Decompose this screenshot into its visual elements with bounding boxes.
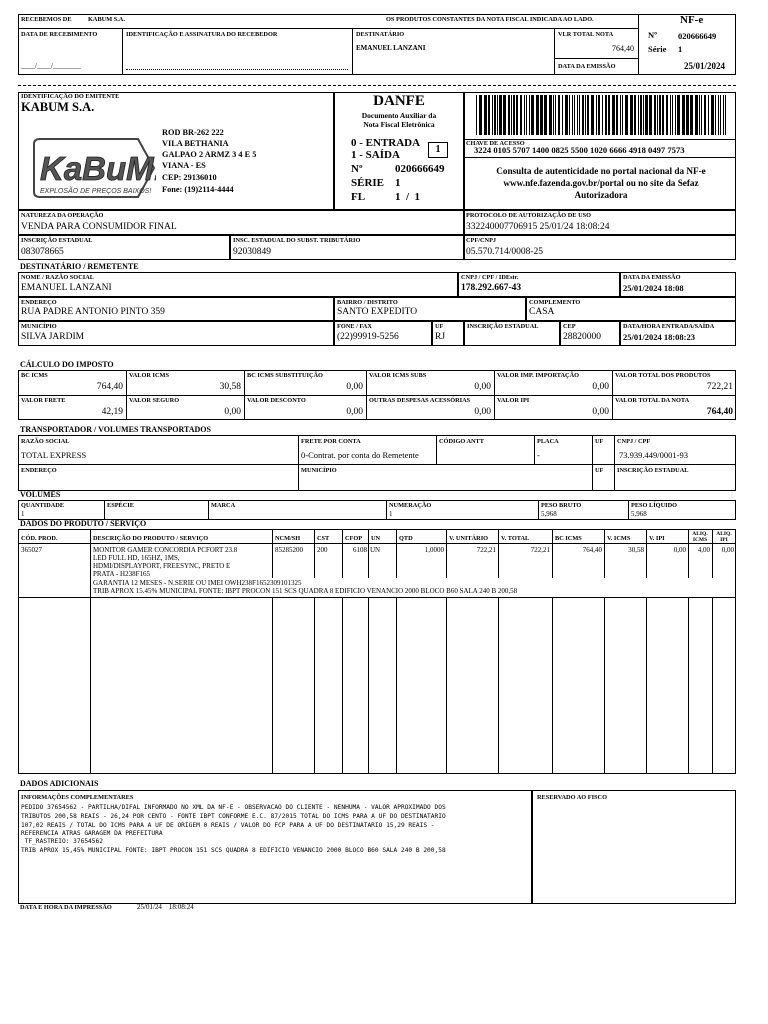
issuer-address3: GALPAO 2 ARMZ 3 4 E 5 (162, 150, 257, 159)
item-extra-1: GARANTIA 12 MESES - N.SERIE OU IMEI OWH238F1652309101325 (93, 579, 302, 587)
barcode-bar (715, 95, 716, 135)
recipient-name: EMANUEL LANZANI (21, 283, 112, 293)
freight-by-label: FRETE POR CONTA (301, 438, 361, 445)
carrier-cnpj-label: CNPJ / CPF (617, 438, 651, 445)
stub-recipient: EMANUEL LANZANI (356, 44, 426, 52)
barcode-bar (499, 95, 502, 135)
info-line-1: PEDIDO 37654562 - PARTILHA/DIFAL INFORMADO NO XML DA NF-E - OBSERVACAO DO CLIENTE - NENHUMA - VALOR APROXIMADO DOS (21, 804, 446, 811)
recipient-address: RUA PADRE ANTONIO PINTO 359 (21, 307, 165, 317)
recipient-phone: (22)99919-5256 (337, 332, 399, 342)
barcode-bar (662, 95, 664, 135)
received-from-label: RECEBEMOS DE (21, 16, 72, 23)
barcode-bar (503, 95, 506, 135)
issuer-logo (28, 136, 156, 206)
nature-label: NATUREZA DA OPERAÇÃO (21, 212, 104, 219)
plate: - (537, 450, 540, 460)
barcode-bar (630, 95, 633, 135)
bc-icms-label: BC ICMS (21, 372, 48, 379)
item-code: 365027 (21, 546, 42, 554)
vol-gross: 5,968 (541, 510, 557, 518)
item-qtd: 1,0000 (424, 546, 444, 554)
vol-num: 1 (389, 510, 393, 518)
received-from-issuer: KABUM S.A. (88, 16, 125, 23)
barcode-bar (553, 95, 554, 135)
print-time: 25/01/24 18:08:24 (137, 903, 194, 911)
barcode-bar (587, 95, 589, 135)
products-total: 722,21 (706, 382, 733, 392)
protocol-label: PROTOCOLO DE AUTORIZAÇÃO DE USO (466, 212, 592, 219)
danfe-page: 1 / 1 (395, 191, 421, 203)
bc-st-label: BC ICMS SUBSTITUIÇÃO (247, 372, 323, 379)
recipient-inout: 25/01/2024 18:08:23 (623, 332, 696, 342)
barcode-bar (582, 95, 584, 135)
danfe-subtitle2: Nota Fiscal Eletrônica (363, 120, 435, 129)
stub-series: 1 (678, 44, 683, 54)
col-code: CÓD. PROD. (21, 535, 58, 542)
barcode-bar (516, 95, 518, 135)
recipient-district-label: BAIRRO / DISTRITO (337, 299, 398, 306)
danfe-page-label: FL (351, 191, 366, 203)
barcode-bar (711, 95, 714, 135)
item-cfop: 6108 (353, 546, 367, 554)
barcode-bar (531, 95, 534, 135)
barcode-bar (591, 95, 594, 135)
carrier-cnpj: 73.939.449/0001-93 (619, 450, 688, 460)
vol-net: 5,968 (631, 510, 647, 518)
recipient-name-label: NOME / RAZÃO SOCIAL (21, 274, 94, 281)
barcode-bar (484, 95, 487, 135)
carrier-city-label: MUNICÍPIO (301, 467, 337, 474)
icms-st: 0,00 (474, 382, 491, 392)
barcode-bar (634, 95, 636, 135)
barcode-bar (720, 95, 721, 135)
carrier-ie-label: INSCRIÇÃO ESTADUAL (617, 467, 689, 474)
stub-total-label: VLR TOTAL NOTA (558, 31, 614, 38)
freight: 42,19 (101, 407, 123, 417)
issuer-section-label: IDENTIFICAÇÃO DO EMITENTE (21, 93, 120, 100)
recipient-district: SANTO EXPEDITO (337, 307, 418, 317)
protocol-value: 332240007706915 25/01/24 18:08:24 (466, 222, 610, 232)
barcode-bar (598, 95, 600, 135)
barcode-bar (513, 95, 515, 135)
barcode-bar (536, 95, 539, 135)
danfe-number-label: Nº (351, 163, 363, 175)
info-line-3: 107,02 REAIS / TOTAL DO ICMS PARA A UF DE ORIGEM 0 REAIS / VALOR DO FCP PARA A UF DO DESTINATARIO 15,29 REAIS - (21, 822, 435, 829)
carrier-name: TOTAL EXPRESS (21, 450, 87, 460)
col-cst: CST (317, 535, 330, 542)
barcode-bar (540, 95, 543, 135)
barcode-bar (670, 95, 671, 135)
item-desc-1: MONITOR GAMER CONCORDIA PCFORT 23.8 (93, 546, 238, 554)
barcode-bar (701, 95, 702, 135)
issuer-phone: Fone: (19)2114-4444 (162, 185, 234, 194)
barcode-bar (488, 95, 490, 135)
signature-line (126, 69, 348, 70)
vol-qty: 1 (21, 510, 25, 518)
recipient-cep: 28820000 (563, 332, 601, 342)
barcode-bar (675, 95, 676, 135)
barcode-bar (602, 95, 603, 135)
ipi: 0,00 (592, 407, 609, 417)
recipient-doc-label: CNPJ / CPF / IDEstr. (461, 274, 519, 281)
barcode-bar (672, 95, 673, 135)
barcode-bar (682, 95, 685, 135)
receipt-date-label: DATA DE RECEBIMENTO (21, 31, 98, 38)
discount-label: VALOR DESCONTO (247, 397, 306, 404)
vol-gross-label: PESO BRUTO (541, 502, 582, 509)
vol-qty-label: QUANTIDADE (21, 502, 65, 509)
col-qtd: QTD (399, 535, 413, 542)
col-total: V. TOTAL (501, 535, 530, 542)
issuer-city: VIANA - ES (162, 161, 206, 170)
danfe-series: 1 (395, 177, 401, 189)
barcode-bar (544, 95, 547, 135)
barcode-bar (565, 95, 568, 135)
ipi-label: VALOR IPI (497, 397, 530, 404)
other-label: OUTRAS DESPESAS ACESSÓRIAS (369, 397, 471, 404)
info-line-4: REFERENCIA ATRAS GARAGEM DA PREFEITURA (21, 830, 163, 837)
vol-net-label: PESO LÍQUIDO (631, 502, 678, 509)
barcode-bar (643, 95, 644, 135)
barcode-bar (608, 95, 610, 135)
discount: 0,00 (346, 407, 363, 417)
col-icms: V. ICMS (607, 535, 631, 542)
col-unit: V. UNITÁRIO (449, 535, 489, 542)
barcode-bar (659, 95, 661, 135)
col-aliq-ipi: ALIQ. IPI (716, 531, 732, 543)
print-time-label: DATA E HORA DA IMPRESSÃO (20, 904, 112, 911)
carrier-uf-label: UF (595, 438, 604, 445)
consult-text: Consulta de autenticidade no portal nacional da NF-e www.nfe.fazenda.gov.br/portal ou no site da Sefaz Autorizadora (496, 166, 706, 200)
barcode-bar (625, 95, 628, 135)
barcode-bar (555, 95, 556, 135)
barcode-bar (508, 95, 510, 135)
barcode-bar (605, 95, 607, 135)
complementary-label: INFORMAÇÕES COMPLEMENTARES (21, 794, 134, 801)
barcode-bar (718, 95, 719, 135)
freight-label: VALOR FRETE (21, 397, 66, 404)
recipient-uf: RJ (435, 332, 446, 342)
col-bc: BC ICMS (555, 535, 582, 542)
danfe-type: 1 (435, 144, 441, 155)
col-ipi: V. IPI (649, 535, 665, 542)
stub-number: 020666649 (678, 31, 717, 41)
recipient-phone-label: FONE / FAX (337, 323, 372, 330)
ie-st-label: INSC. ESTADUAL DO SUBST. TRIBUTÁRIO (233, 237, 361, 244)
bc-icms: 764,40 (96, 382, 123, 392)
receipt-date-blank: ____/____/________ (21, 62, 81, 70)
barcode-bar (479, 95, 482, 135)
item-desc-4: PRATA - H238F165 (93, 570, 151, 578)
barcode-bar (596, 95, 597, 135)
item-icms: 30,58 (628, 546, 644, 554)
barcode-bar (654, 95, 656, 135)
fisco-label: RESERVADO AO FISCO (537, 794, 607, 801)
recipient-complement-label: COMPLEMENTO (529, 299, 581, 306)
vol-kind-label: ESPÉCIE (107, 502, 134, 509)
cnpj-value: 05.570.714/0008-25 (466, 247, 544, 257)
barcode-bar (704, 95, 706, 135)
col-desc: DESCRIÇÃO DO PRODUTO / SERVIÇO (93, 535, 209, 542)
issuer-address1: ROD BR-262 222 (162, 128, 224, 137)
item-extra-2: TRIB APROX 15.45% MUNICIPAL FONTE: IBPT PROCON 151 SCS QUADRA 8 EDIFICIO VENANCIO 2000 BLOCO B60 SALA 240 B 200,58 (93, 587, 518, 595)
note-total-label: VALOR TOTAL DA NOTA (615, 397, 690, 404)
stub-number-label: Nº (648, 30, 657, 40)
item-ncm: 85285200 (275, 546, 303, 554)
tax-section: CÁLCULO DO IMPOSTO (20, 360, 114, 369)
vol-num-label: NUMERAÇÃO (389, 502, 432, 509)
recipient-uf-label: UF (435, 323, 444, 330)
barcode-bar (577, 95, 578, 135)
bc-st: 0,00 (346, 382, 363, 392)
barcode-icon (474, 95, 728, 135)
item-aliq-icms: 4,00 (697, 546, 710, 554)
barcode-bar (492, 95, 493, 135)
barcode-bar (569, 95, 570, 135)
stub-recipient-label: DESTINATÁRIO (356, 31, 405, 38)
barcode-bar (497, 95, 498, 135)
insurance-label: VALOR SEGURO (129, 397, 180, 404)
barcode-bar (520, 95, 522, 135)
cut-line (18, 85, 736, 86)
barcode-bar (574, 95, 575, 135)
recipient-inout-label: DATA/HORA ENTRADA/SAÍDA (623, 323, 715, 330)
import-label: VALOR IMP. IMPORTAÇÃO (497, 372, 580, 379)
info-line-6: TRIB APROX 15,45% MUNICIPAL FONTE: IBPT PROCON 151 SCS QUADRA 8 EDIFICIO VENANCIO 2000 BLOCO B60 SALA 240 B 200,58 (21, 847, 446, 854)
recipient-issue: 25/01/2024 18:08 (623, 283, 684, 293)
barcode-bar (476, 95, 477, 135)
barcode-bar (638, 95, 639, 135)
recipient-doc: 178.292.667-43 (461, 283, 522, 293)
ie-st-value: 92030849 (233, 247, 271, 257)
icms-st-label: VALOR ICMS SUBS (369, 372, 427, 379)
danfe-title: DANFE (373, 93, 425, 109)
logo-text: KaBuM! (40, 150, 156, 187)
barcode-bar (640, 95, 642, 135)
transport-section: TRANSPORTADOR / VOLUMES TRANSPORTADOS (20, 425, 211, 434)
barcode-bar (562, 95, 563, 135)
item-total: 722,21 (530, 546, 550, 554)
item-desc-3: HDMI/DISPLAYPORT, FREESYNC, PRETO E (93, 562, 231, 570)
barcode-bar (677, 95, 680, 135)
barcode-bar (686, 95, 689, 135)
item-cst: 200 (317, 546, 328, 554)
stub-issue-date: 25/01/2024 (684, 61, 726, 71)
recipient-city-label: MUNICÍPIO (21, 323, 57, 330)
key-label: CHAVE DE ACESSO (466, 140, 525, 147)
barcode-bar (649, 95, 652, 135)
barcode-bar (723, 95, 724, 135)
import: 0,00 (592, 382, 609, 392)
ie-label: INSCRIÇÃO ESTADUAL (21, 237, 93, 244)
insurance: 0,00 (224, 407, 241, 417)
barcode-bar (657, 95, 658, 135)
other: 0,00 (474, 407, 491, 417)
antt-label: CÓDIGO ANTT (439, 438, 484, 445)
products-section: DADOS DO PRODUTO / SERVIÇO (20, 519, 147, 528)
danfe-series-label: SÉRIE (351, 177, 385, 189)
icms-label: VALOR ICMS (129, 372, 169, 379)
issuer-cep: CEP: 29136010 (162, 173, 217, 182)
issuer-name: KABUM S.A. (21, 100, 95, 114)
access-key: 3224 0105 5707 1400 0825 5500 1020 6666 4918 0497 7573 (474, 145, 685, 155)
issuer-address2: VILA BETHANIA (162, 139, 229, 148)
barcode-bar (666, 95, 668, 135)
cnpj-label: CPF/CNPJ (466, 237, 497, 244)
col-ncm: NCM/SH (275, 535, 301, 542)
signature-label: IDENTIFICAÇÃO E ASSINATURA DO RECEBEDOR (126, 31, 278, 38)
stub-total: 764,40 (612, 44, 634, 53)
info-line-2: TRIBUTOS 200,58 REAIS - 26,24 POR CENTO - FONTE IBPT CONFORME E.C. 87/2015 TOTAL DO ICMS PARA A UF DO DESTINATARIO (21, 813, 446, 820)
item-bc: 764,40 (582, 546, 602, 554)
recipient-cep-label: CEP (563, 323, 576, 330)
recipient-section: DESTINATÁRIO / REMETENTE (20, 262, 139, 271)
barcode-bar (725, 95, 726, 135)
barcode-bar (549, 95, 552, 135)
products-total-label: VALOR TOTAL DOS PRODUTOS (615, 372, 711, 379)
carrier-address-label: ENDEREÇO (21, 467, 57, 474)
barcode-bar (690, 95, 693, 135)
plate-label: PLACA (537, 438, 559, 445)
item-unit: 722,21 (476, 546, 496, 554)
info-line-5: TF_RASTREIO: 37654562 (21, 838, 103, 845)
danfe-entry: 0 - ENTRADA (351, 137, 421, 149)
additional-section: DADOS ADICIONAIS (20, 779, 99, 788)
item-desc-2: LED FULL HD, 165HZ, 1MS, (93, 554, 180, 562)
recipient-ie-label: INSCRIÇÃO ESTADUAL (467, 323, 539, 330)
barcode-bar (529, 95, 530, 135)
recipient-complement: CASA (529, 307, 555, 317)
note-total: 764,40 (706, 407, 733, 417)
recipient-issue-label: DATA DA EMISSÃO (623, 274, 681, 281)
danfe-subtitle1: Documento Auxiliar da (361, 111, 437, 120)
barcode-bar (526, 95, 527, 135)
barcode-bar (579, 95, 580, 135)
barcode-bar (572, 95, 573, 135)
barcode-bar (695, 95, 698, 135)
carrier-name-label: RAZÃO SOCIAL (21, 438, 70, 445)
col-un: UN (371, 535, 381, 542)
kabum-logo-icon (28, 136, 156, 206)
volumes-section: VOLUMES (20, 490, 61, 499)
barcode-bar (524, 95, 525, 135)
col-cfop: CFOP (345, 535, 363, 542)
icms: 30,58 (219, 382, 241, 392)
barcode-bar (622, 95, 623, 135)
ie-value: 083078665 (21, 247, 64, 257)
barcode-bar (494, 95, 496, 135)
received-notice: OS PRODUTOS CONSTANTES DA NOTA FISCAL INDICADA AO LADO. (386, 16, 594, 23)
barcode-bar (699, 95, 700, 135)
logo-slogan: EXPLOSÃO DE PREÇOS BAIXOS! (40, 188, 152, 195)
barcode-bar (511, 95, 512, 135)
fisco-box (532, 790, 736, 904)
freight-by: 0-Contrat. por conta do Remetente (301, 450, 419, 460)
item-un: UN (370, 546, 381, 554)
recipient-city: SILVA JARDIM (21, 332, 85, 342)
recipient-address-label: ENDEREÇO (21, 299, 57, 306)
nature-value: VENDA PARA CONSUMIDOR FINAL (21, 222, 177, 232)
barcode-bar (645, 95, 648, 135)
danfe-exit: 1 - SAÍDA (351, 149, 400, 161)
carrier-uf2-label: UF (595, 467, 604, 474)
barcode-bar (612, 95, 615, 135)
stub-nfe-label: NF-e (680, 14, 704, 26)
vol-brand-label: MARCA (211, 502, 236, 509)
col-aliq-icms: ALIQ. ICMS (692, 531, 708, 543)
barcode-bar (620, 95, 621, 135)
danfe-number: 020666649 (395, 163, 445, 175)
item-aliq-ipi: 0,00 (721, 546, 734, 554)
stub-issue-date-label: DATA DA EMISSÃO (558, 63, 616, 70)
barcode-bar (585, 95, 586, 135)
barcode-bar (616, 95, 618, 135)
stub-series-label: Série (648, 44, 667, 54)
barcode-bar (708, 95, 709, 135)
item-ipi: 0,00 (673, 546, 686, 554)
barcode-bar (558, 95, 560, 135)
